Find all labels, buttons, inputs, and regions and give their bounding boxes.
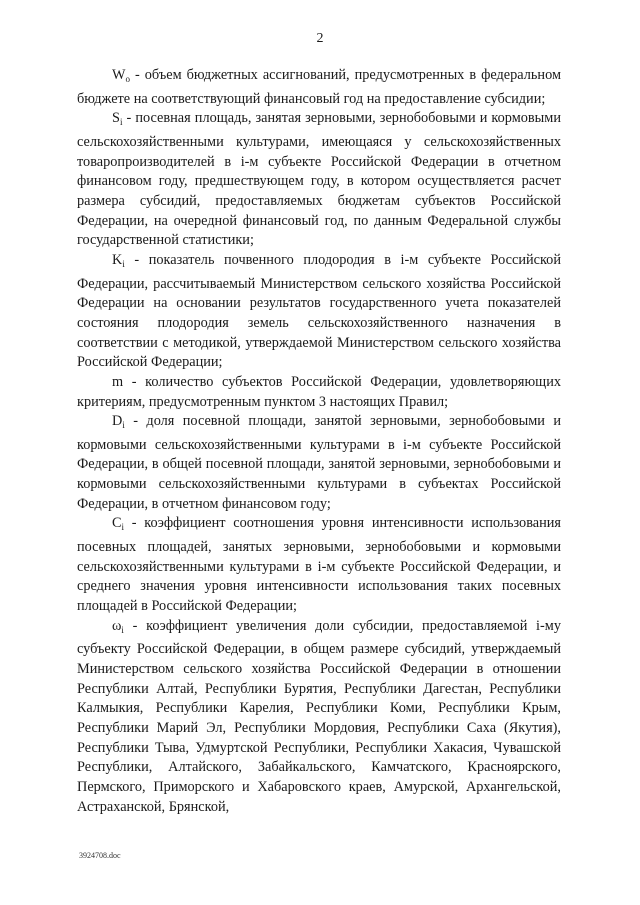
variable-symbol: W: [112, 67, 126, 83]
variable-subscript: i: [122, 420, 125, 431]
paragraph-text: - количество субъектов Российской Федерации, удовлетворяющих критериям, предусмотренным пунктом 3 настоящих Правил;: [77, 373, 561, 410]
paragraph-ki: [77, 251, 561, 373]
variable-symbol: C: [112, 515, 122, 532]
variable-symbol: K: [112, 251, 123, 268]
page-number: 2: [316, 31, 324, 46]
variable-symbol: S: [112, 110, 120, 127]
variable-subscript: i: [121, 624, 124, 635]
paragraph-di: [77, 412, 561, 514]
paragraph-text: - доля посевной площади, занятой зерновыми, зернобобовыми и кормовыми сельскохозяйственными культурами в i-м субъекте Российской Федерации, в общей посевной площади, занятой зерновыми, зернобобовыми и кормовыми сельскохозяйственными культурами в субъектах Российской Федерации, в отчетном финансовом году;: [77, 413, 561, 512]
paragraph-omega: [77, 617, 561, 818]
variable-symbol: ω: [112, 617, 122, 634]
paragraph-text: - посевная площадь, занятая зерновыми, зернобобовыми и кормовыми сельскохозяйственными культурами, имеющаяся у сельскохозяйственных товаропроизводителей в i-м субъекте Российской Федерации в отчетном финансовом году, предшествующем году, в котором осуществляется расчет размера субсидий, предоставляемых бюджетам субъектов Российской Федерации, на очередной финансовый год, по данным Федеральной службы государственной статистики;: [77, 110, 561, 249]
document-body: [77, 66, 561, 817]
variable-subscript: o: [125, 74, 130, 84]
paragraph-ci: [77, 514, 561, 616]
paragraph-m: [77, 373, 561, 412]
variable-subscript: i: [119, 117, 123, 128]
variable-subscript: i: [122, 258, 125, 269]
paragraph-si: [77, 109, 561, 251]
paragraph-text: - коэффициент увеличения доли субсидии, предоставляемой i-му субъекту Российской Федерации, в общем размере субсидий, утверждаемый Министерством сельского хозяйства Российской Федерации в отношении Республики Алтай, Республики Бурятия, Республики Дагестан, Республики Калмыкия, Республики Карелия, Республики Коми, Республики Крым, Республики Марий Эл, Республики Мордовия, Республики Саха (Якутия), Республики Тыва, Удмуртской Республики, Республики Хакасия, Чувашской Республики, Алтайского, Забайкальского, Камчатского, Красноярского, Пермского, Приморского и Хабаровского краев, Амурской, Архангельской, Астраханской, Брянской,: [77, 617, 561, 815]
document-filename: 3924708.doc: [79, 851, 121, 860]
variable-subscript: i: [121, 522, 125, 533]
paragraph-text: - объем бюджетных ассигнований, предусмотренных в федеральном бюджете на соответствующий финансовый год на предоставление субсидии;: [77, 67, 561, 107]
variable-symbol: m: [112, 373, 124, 390]
paragraph-w0: [77, 66, 561, 109]
paragraph-text: - коэффициент соотношения уровня интенсивности использования посевных площадей, занятых зерновыми, зернобобовыми и кормовыми сельскохозяйственными культурами в i-м субъекте Российской Федерации, и среднего значения уровня интенсивности использования таких посевных площадей в Российской Федерации;: [77, 515, 561, 615]
variable-symbol: D: [112, 413, 123, 430]
paragraph-text: - показатель почвенного плодородия в i-м субъекте Российской Федерации, рассчитываемый Министерством сельского хозяйства Российской Федерации на основании результатов государственного учета показателей состояния плодородия земель сельскохозяйственного назначения в соответствии с методикой, утверждаемой Министерством сельского хозяйства Российской Федерации;: [77, 251, 561, 371]
